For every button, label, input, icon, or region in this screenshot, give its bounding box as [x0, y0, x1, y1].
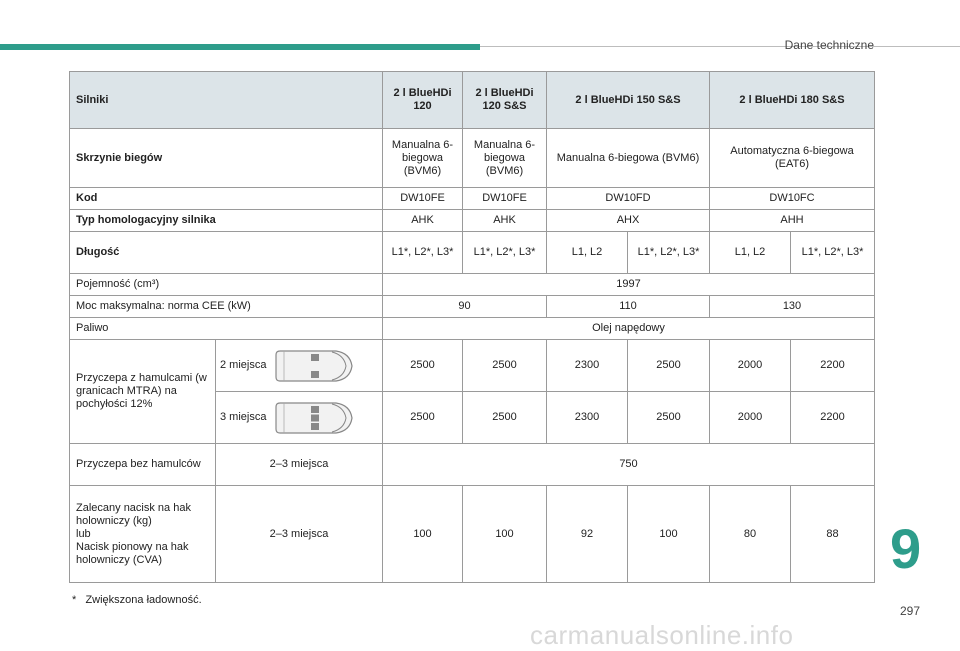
unbraked-seats: 2–3 miejsca [216, 444, 383, 486]
seat-label: 2 miejsca [220, 359, 267, 371]
length-cell: L1, L2 [710, 232, 791, 274]
table-header-row [70, 72, 875, 129]
seat-config-3 [216, 392, 383, 444]
type-cell: AHK [463, 210, 547, 232]
length-cell: L1*, L2*, L3* [628, 232, 710, 274]
length-label: Długość [70, 232, 383, 274]
braked-value: 2500 [383, 392, 463, 444]
length-cell: L1*, L2*, L3* [463, 232, 547, 274]
gearbox-cell: Manualna 6-biegowa (BVM6) [463, 129, 547, 188]
braked-trailer-row-2-seats [70, 340, 875, 392]
braked-trailer-label: Przyczepa z hamulcami (w granicach MTRA) na pochyłości 12% [70, 340, 216, 444]
nose-weight-label-line: Nacisk pionowy na hak [76, 540, 189, 553]
engine-col-4: 2 l BlueHDi 180 S&S [710, 72, 875, 129]
capacity-value: 1997 [383, 274, 875, 296]
engines-label: Silniki [70, 72, 383, 129]
braked-value: 2000 [710, 392, 791, 444]
code-row [70, 188, 875, 210]
footnote-text: Zwiększona ładowność. [85, 594, 202, 606]
engine-col-1: 2 l BlueHDi 120 [383, 72, 463, 129]
fuel-value: Olej napędowy [383, 318, 875, 340]
van-2-seats-icon [274, 345, 354, 387]
nose-weight-value: 100 [383, 486, 463, 583]
nose-weight-label-line: holowniczy (kg) [76, 514, 152, 527]
nose-weight-label-line: holowniczy (CVA) [76, 553, 162, 566]
capacity-label: Pojemność (cm³) [70, 274, 383, 296]
code-cell: DW10FC [710, 188, 875, 210]
nose-weight-row [70, 486, 875, 583]
section-title: Dane techniczne [784, 38, 874, 52]
type-cell: AHH [710, 210, 875, 232]
length-cell: L1, L2 [547, 232, 628, 274]
gearbox-cell: Manualna 6-biegowa (BVM6) [383, 129, 463, 188]
nose-weight-label [70, 486, 216, 583]
type-row [70, 210, 875, 232]
unbraked-trailer-row [70, 444, 875, 486]
gearbox-label: Skrzynie biegów [70, 129, 383, 188]
gearbox-row [70, 129, 875, 188]
nose-weight-value: 100 [463, 486, 547, 583]
braked-value: 2200 [791, 340, 875, 392]
nose-weight-value: 88 [791, 486, 875, 583]
braked-value: 2500 [628, 392, 710, 444]
type-cell: AHK [383, 210, 463, 232]
page-number: 297 [900, 604, 921, 618]
braked-value: 2000 [710, 340, 791, 392]
braked-value: 2500 [463, 392, 547, 444]
code-cell: DW10FE [463, 188, 547, 210]
seat-label: 3 miejsca [220, 411, 267, 423]
header-rule [480, 46, 960, 47]
engine-col-3: 2 l BlueHDi 150 S&S [547, 72, 710, 129]
unbraked-trailer-label: Przyczepa bez hamulców [70, 444, 216, 486]
footnote-mark: * [72, 594, 77, 606]
type-cell: AHX [547, 210, 710, 232]
power-cell: 90 [383, 296, 547, 318]
unbraked-value: 750 [383, 444, 875, 486]
nose-weight-value: 80 [710, 486, 791, 583]
braked-value: 2300 [547, 340, 628, 392]
capacity-row [70, 274, 875, 296]
power-label: Moc maksymalna: norma CEE (kW) [70, 296, 383, 318]
length-cell: L1*, L2*, L3* [383, 232, 463, 274]
braked-value: 2300 [547, 392, 628, 444]
footnote [72, 594, 202, 606]
fuel-row [70, 318, 875, 340]
power-cell: 110 [547, 296, 710, 318]
braked-value: 2500 [383, 340, 463, 392]
engine-col-2: 2 l BlueHDi 120 S&S [463, 72, 547, 129]
nose-weight-value: 92 [547, 486, 628, 583]
length-cell: L1*, L2*, L3* [791, 232, 875, 274]
nose-weight-label-line: lub [76, 527, 91, 540]
braked-value: 2500 [463, 340, 547, 392]
nose-weight-value: 100 [628, 486, 710, 583]
braked-value: 2200 [791, 392, 875, 444]
type-label: Typ homologacyjny silnika [70, 210, 383, 232]
chapter-number: 9 [890, 517, 922, 580]
code-cell: DW10FD [547, 188, 710, 210]
watermark: carmanualsonline.info [530, 620, 794, 650]
engine-spec-table [69, 71, 875, 583]
fuel-label: Paliwo [70, 318, 383, 340]
header-accent-bar [0, 44, 480, 50]
seat-config-2 [216, 340, 383, 392]
gearbox-cell: Manualna 6-biegowa (BVM6) [547, 129, 710, 188]
gearbox-cell: Automatyczna 6-biegowa (EAT6) [710, 129, 875, 188]
code-label: Kod [70, 188, 383, 210]
van-3-seats-icon [274, 397, 354, 439]
power-row [70, 296, 875, 318]
nose-weight-seats: 2–3 miejsca [216, 486, 383, 583]
code-cell: DW10FE [383, 188, 463, 210]
nose-weight-label-line: Zalecany nacisk na hak [76, 501, 191, 514]
length-row [70, 232, 875, 274]
braked-value: 2500 [628, 340, 710, 392]
power-cell: 130 [710, 296, 875, 318]
